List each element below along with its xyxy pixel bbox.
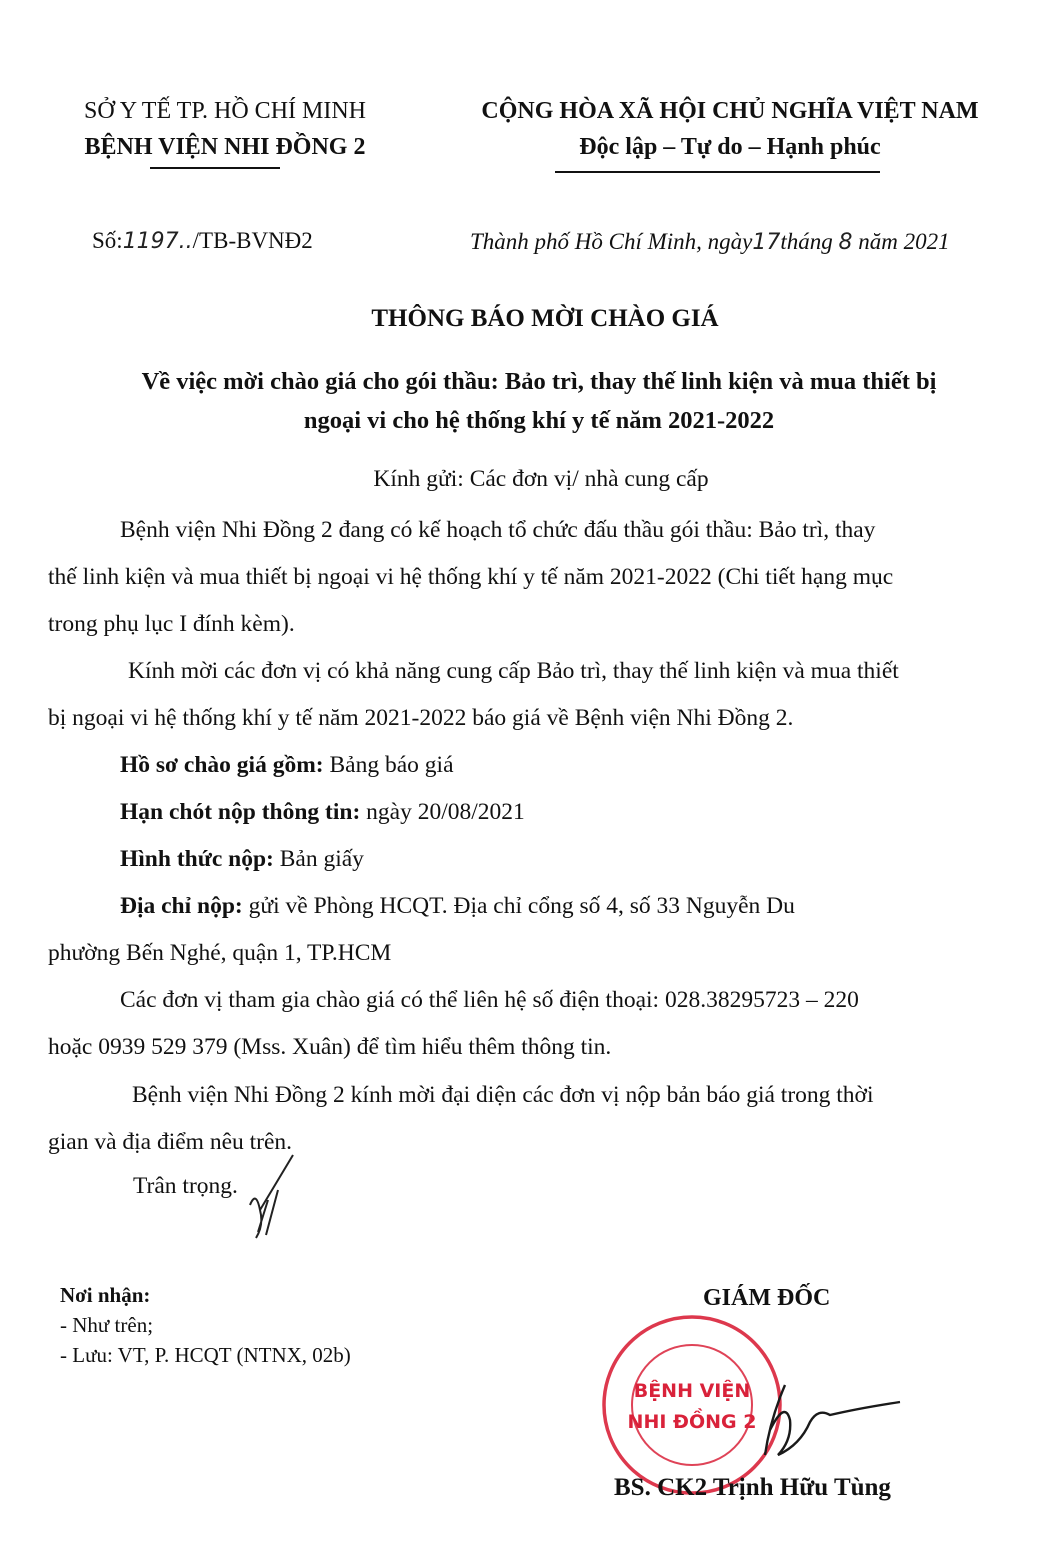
- form-value: Bản giấy: [273, 846, 364, 872]
- deadline-value: ngày 20/08/2021: [360, 799, 525, 825]
- docs-label: Hồ sơ chào giá gồm:: [120, 752, 324, 778]
- org-line2: BỆNH VIỆN NHI ĐỒNG 2: [84, 134, 366, 160]
- recipients-item-1: - Như trên;: [60, 1313, 154, 1337]
- doc-number: [92, 228, 313, 254]
- date-part1: Thành phố Hồ Chí Minh, ngày: [470, 229, 753, 254]
- doc-number-prefix: Số:: [92, 228, 123, 253]
- paragraph1-line1: Bệnh viện Nhi Đồng 2 đang có kế hoạch tổ chức đấu thầu gói thầu: Bảo trì, thay: [120, 517, 876, 543]
- form-row: [120, 836, 364, 883]
- signer-name: BS. CK2 Trịnh Hữu Tùng: [614, 1474, 891, 1501]
- address-value: gửi về Phòng HCQT. Địa chỉ cổng số 4, số 33 Nguyễn Du: [242, 893, 795, 919]
- form-label: Hình thức nộp:: [120, 846, 274, 872]
- paragraph1-line3: trong phụ lục I đính kèm).: [48, 611, 295, 637]
- contact-line1: Các đơn vị tham gia chào giá có thể liên hệ số điện thoại: 028.38295723 – 220: [120, 987, 859, 1013]
- seal-inner-line2: NHI ĐỒNG 2: [627, 1411, 757, 1433]
- docs-row: [120, 742, 454, 789]
- deadline-row: [120, 789, 525, 836]
- date-day: 17: [752, 230, 781, 255]
- signer-title: GIÁM ĐỐC: [703, 1285, 831, 1311]
- director-signature-icon: [730, 1360, 910, 1470]
- org-underline: [150, 167, 280, 169]
- country-line2: Độc lập – Tự do – Hạnh phúc: [579, 134, 881, 160]
- seal-inner-line1: BỆNH VIỆN: [633, 1380, 751, 1402]
- recipient-line: Kính gửi: Các đơn vị/ nhà cung cấp: [373, 466, 709, 492]
- country-line1: CỘNG HÒA XÃ HỘI CHỦ NGHĨA VIỆT NAM: [481, 98, 979, 124]
- docs-value: Bảng báo giá: [323, 752, 454, 778]
- date-part2: tháng: [780, 229, 833, 254]
- org-line1: SỞ Y TẾ TP. HỒ CHÍ MINH: [83, 98, 367, 124]
- paragraph2-line2: bị ngoại vi hệ thống khí y tế năm 2021-2022 báo giá về Bệnh viện Nhi Đồng 2.: [48, 705, 794, 731]
- subject-line1: Về việc mời chào giá cho gói thầu: Bảo trì, thay thế linh kiện và mua thiết bị: [141, 368, 937, 395]
- date-line: [470, 229, 950, 255]
- page-title: THÔNG BÁO MỜI CHÀO GIÁ: [371, 305, 719, 332]
- address-line2: phường Bến Nghé, quận 1, TP.HCM: [48, 940, 392, 966]
- contact-line2: hoặc 0939 529 379 (Mss. Xuân) để tìm hiểu thêm thông tin.: [48, 1034, 612, 1060]
- date-month: 8: [838, 230, 853, 255]
- doc-number-handwritten: 1197..: [122, 229, 193, 254]
- address-label: Địa chỉ nộp:: [120, 893, 243, 919]
- paragraph1-line2: thế linh kiện và mua thiết bị ngoại vi hệ thống khí y tế năm 2021-2022 (Chi tiết hạng mục: [48, 564, 894, 590]
- initials-signature-icon: [238, 1150, 308, 1240]
- closing-line1: Bệnh viện Nhi Đồng 2 kính mời đại diện các đơn vị nộp bản báo giá trong thời: [132, 1082, 874, 1108]
- recipients-item-2: - Lưu: VT, P. HCQT (NTNX, 02b): [60, 1343, 351, 1367]
- date-part3: năm 2021: [858, 229, 950, 254]
- address-row: [120, 883, 795, 930]
- doc-number-suffix: /TB-BVNĐ2: [192, 228, 313, 253]
- recipients-label: Nơi nhận:: [60, 1283, 151, 1307]
- regards-text: Trân trọng.: [133, 1173, 238, 1199]
- motto-underline: [555, 171, 880, 173]
- subject-line2: ngoại vi cho hệ thống khí y tế năm 2021-2022: [303, 407, 775, 434]
- deadline-label: Hạn chót nộp thông tin:: [120, 799, 361, 825]
- paragraph2-line1: Kính mời các đơn vị có khả năng cung cấp Bảo trì, thay thế linh kiện và mua thiết: [128, 658, 899, 684]
- closing-line2: gian và địa điểm nêu trên.: [48, 1129, 293, 1155]
